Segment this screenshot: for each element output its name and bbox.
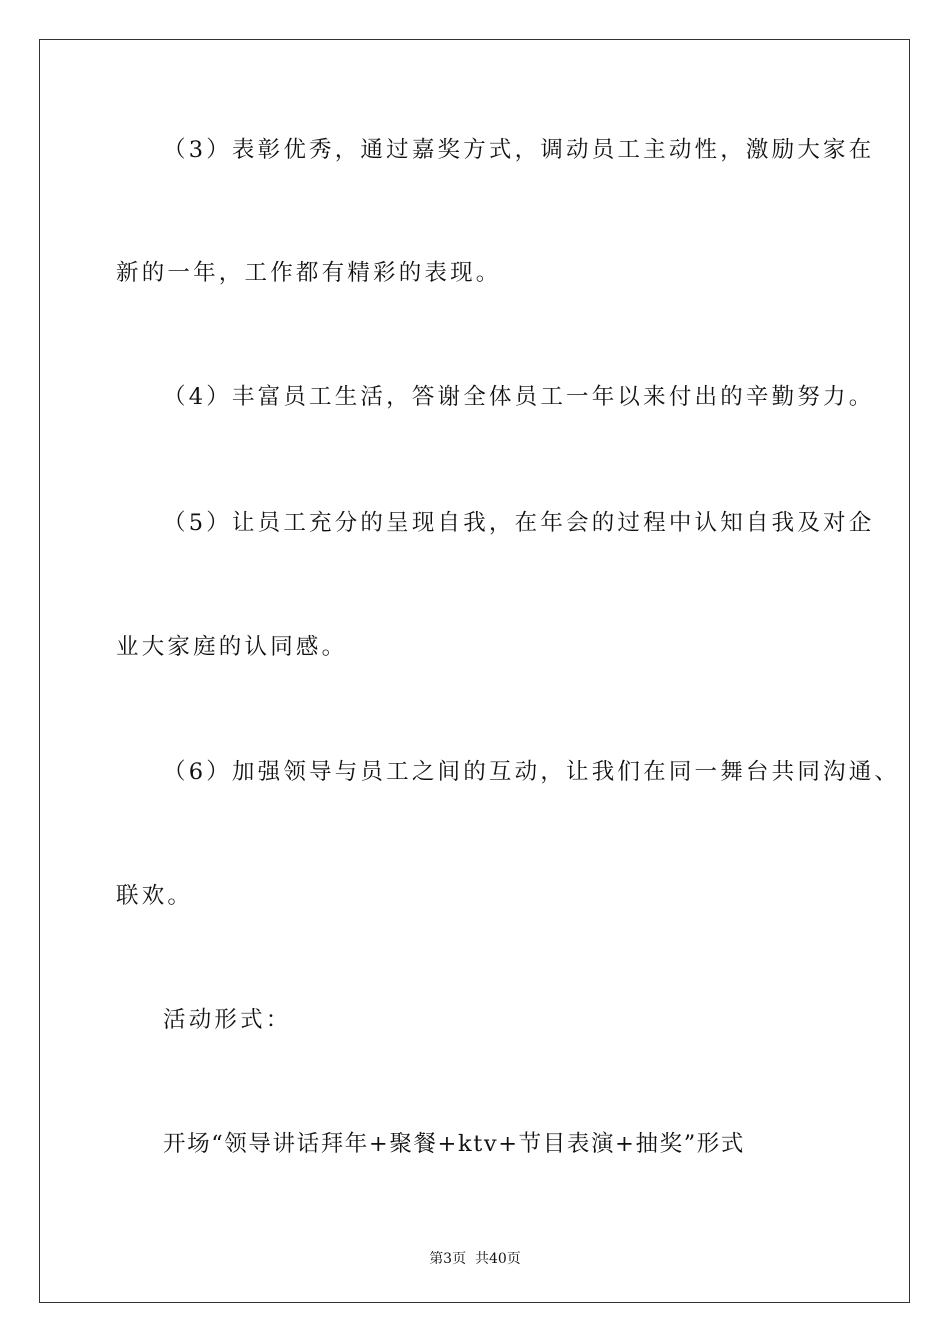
page-number-footer: 第3页 共40页: [429, 1251, 521, 1267]
section-heading-activity-form: 活动形式：: [163, 1007, 292, 1033]
paragraph-line-3: （4）丰富员工生活，答谢全体员工一年以来付出的辛勤努力。: [163, 384, 875, 410]
paragraph-line-2: 新的一年，工作都有精彩的表现。: [116, 260, 502, 286]
paragraph-line-4: （5）让员工充分的呈现自我，在年会的过程中认知自我及对企: [163, 510, 875, 536]
paragraph-line-1: （3）表彰优秀，通过嘉奖方式，调动员工主动性，激励大家在: [163, 137, 875, 163]
paragraph-line-9: 开场“领导讲话拜年+聚餐+ktv+节目表演+抽奖”形式: [163, 1131, 746, 1157]
paragraph-line-5: 业大家庭的认同感。: [116, 634, 348, 660]
page-border: [39, 39, 910, 1303]
paragraph-line-7: 联欢。: [116, 883, 194, 909]
paragraph-line-6: （6）加强领导与员工之间的互动，让我们在同一舞台共同沟通、: [163, 759, 901, 785]
